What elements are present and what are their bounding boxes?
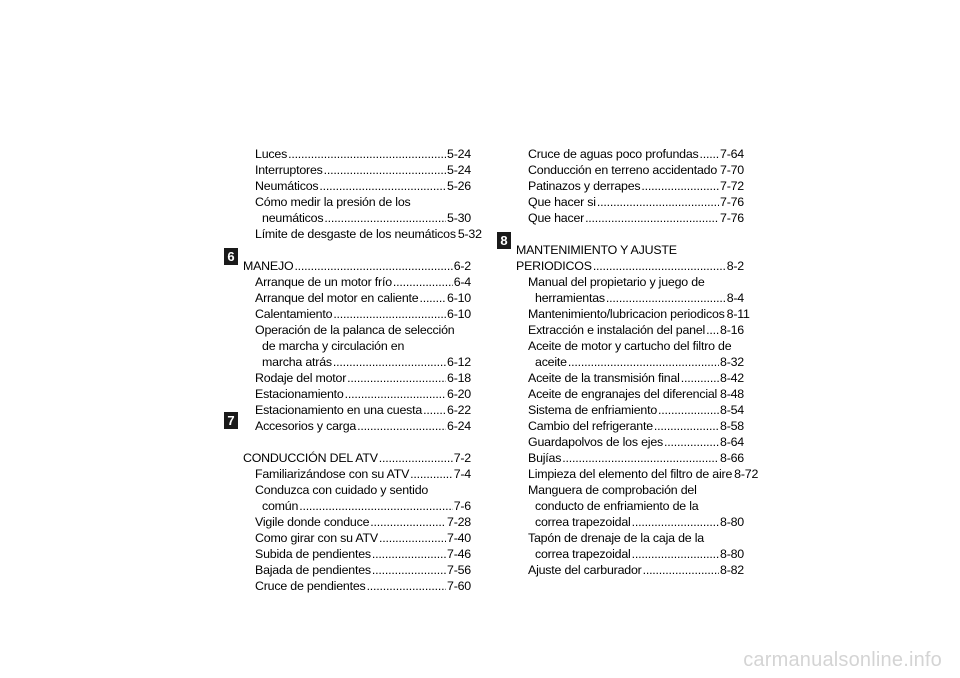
dot-leader [357, 418, 446, 434]
dot-leader [658, 402, 719, 418]
toc-entry-title: Conducción en terreno accidentado [528, 163, 718, 177]
dot-leader [324, 210, 446, 226]
toc-entry-title[interactable]: Operación de la palanca de selección [255, 323, 455, 337]
section-gap [243, 434, 471, 450]
toc-entry-title: Vigile donde conduce [255, 515, 370, 529]
toc-entry-page: 7-56 [447, 563, 471, 577]
toc-entry[interactable] [243, 306, 471, 322]
dot-leader [597, 194, 719, 210]
toc-entry-page: 6-10 [447, 291, 471, 305]
toc-entry-title: Neumáticos [255, 179, 319, 193]
dot-leader [367, 578, 446, 594]
dot-leader [288, 146, 446, 162]
toc-entry-page: 8-16 [720, 323, 744, 337]
toc-entry-title[interactable]: Tapón de drenaje de la caja de la [528, 531, 704, 545]
toc-entry-page: 8-54 [720, 403, 744, 417]
toc-entry[interactable] [516, 546, 744, 562]
toc-entry[interactable] [243, 226, 482, 242]
dot-leader [664, 434, 719, 450]
toc-right-column [516, 146, 759, 578]
dot-leader [393, 274, 453, 290]
toc-entry-page: 7-2 [453, 451, 471, 465]
toc-entry-title: Bajada de pendientes [255, 563, 371, 577]
toc-entry-title: correa trapezoidal [535, 547, 631, 561]
toc-entry-title[interactable]: conducto de enfriamiento de la [535, 499, 699, 513]
toc-entry-page: 7-76 [720, 211, 744, 225]
toc-entry-page: 5-24 [447, 147, 471, 161]
dot-leader [345, 386, 446, 402]
toc-entry-title[interactable]: Conduzca con cuidado y sentido [255, 483, 429, 497]
toc-entry-page: 6-20 [447, 387, 471, 401]
toc-entry-title: Cambio del refrigerante [528, 419, 653, 433]
toc-entry-page: 8-11 [726, 307, 750, 321]
toc-entry-page: 8-48 [720, 387, 744, 401]
toc-entry-page: 6-10 [447, 307, 471, 321]
toc-entry[interactable] [243, 498, 471, 514]
toc-entry[interactable] [243, 354, 471, 370]
toc-entry-page: 7-46 [447, 547, 471, 561]
toc-entry-title[interactable]: Manguera de comprobación del [528, 483, 697, 497]
dot-leader [419, 290, 446, 306]
toc-entry-title: Aceite de la transmisión final [528, 371, 680, 385]
dot-leader [585, 210, 719, 226]
toc-entry-page: 8-42 [720, 371, 744, 385]
toc-entry-title: Estacionamiento en una cuesta [255, 403, 423, 417]
toc-entry-title[interactable]: Manual del propietario y juego de [528, 275, 705, 289]
dot-leader [333, 306, 446, 322]
toc-entry[interactable] [516, 178, 744, 194]
toc-entry-title: Bujías [528, 451, 562, 465]
dot-leader [324, 162, 446, 178]
toc-entry-title: neumáticos [262, 211, 324, 225]
toc-entry[interactable] [516, 466, 759, 482]
toc-left-column [243, 146, 482, 594]
toc-entry-page: 7-6 [453, 499, 471, 513]
toc-entry-page: 8-2 [726, 259, 744, 273]
toc-entry[interactable] [243, 514, 471, 530]
toc-entry[interactable] [516, 322, 744, 338]
toc-entry[interactable] [243, 210, 471, 226]
toc-entry-title[interactable]: MANTENIMIENTO Y AJUSTE [516, 243, 677, 257]
toc-entry-title: Patinazos y derrapes [528, 179, 641, 193]
dot-leader [641, 178, 719, 194]
dot-leader [294, 258, 452, 274]
toc-entry-page: 5-24 [447, 163, 471, 177]
toc-entry[interactable] [516, 354, 744, 370]
dot-leader [606, 290, 726, 306]
watermark: carmanualsonline.info [743, 649, 942, 671]
toc-entry[interactable] [243, 290, 471, 306]
toc-entry-page: 8-82 [720, 563, 744, 577]
chapter-tab-7: 7 [224, 412, 238, 429]
dot-leader [372, 546, 446, 562]
dot-leader [372, 562, 446, 578]
toc-entry-page: 5-30 [447, 211, 471, 225]
toc-entry[interactable] [516, 386, 744, 402]
toc-entry-title: Estacionamiento [255, 387, 344, 401]
toc-entry-page: 7-40 [447, 531, 471, 545]
dot-leader [333, 354, 446, 370]
toc-entry[interactable] [243, 146, 471, 162]
toc-entry-page: 8-72 [734, 467, 759, 481]
dot-leader [632, 514, 719, 530]
dot-leader [370, 514, 446, 530]
dot-leader [681, 370, 719, 386]
toc-entry-page: 5-32 [457, 227, 482, 241]
toc-entry-page: 7-4 [453, 467, 471, 481]
section-gap [243, 242, 471, 258]
toc-entry[interactable] [516, 434, 744, 450]
toc-entry-title: Luces [255, 147, 288, 161]
toc-entry-page: 6-22 [447, 403, 471, 417]
toc-entry-title: aceite [535, 355, 567, 369]
toc-entry[interactable] [516, 562, 744, 578]
toc-entry-title: Rodaje del motor [255, 371, 347, 385]
dot-leader [562, 450, 719, 466]
toc-entry-title: Mantenimiento/lubricacion periodicos [528, 307, 725, 321]
toc-entry-title: Límite de desgaste de los neumáticos [255, 227, 456, 241]
chapter-tab-6: 6 [224, 248, 238, 265]
toc-entry[interactable] [243, 530, 471, 546]
toc-entry-page: 7-28 [447, 515, 471, 529]
toc-entry[interactable] [516, 258, 744, 274]
toc-entry[interactable] [516, 194, 744, 210]
toc-entry-title: Cruce de aguas poco profundas [528, 147, 699, 161]
toc-entry[interactable] [516, 162, 744, 178]
dot-leader [654, 418, 719, 434]
toc-entry-page: 7-70 [720, 163, 744, 177]
toc-entry[interactable] [516, 418, 744, 434]
toc-entry-title[interactable]: de marcha y circulación en [262, 339, 405, 353]
toc-entry-title: Arranque del motor en caliente [255, 291, 419, 305]
toc-entry-title: común [262, 499, 299, 513]
toc-entry[interactable] [243, 402, 471, 418]
toc-entry-title: Subida de pendientes [255, 547, 371, 561]
toc-entry[interactable] [243, 578, 471, 594]
toc-entry-title: Limpieza del elemento del filtro de aire [528, 467, 733, 481]
toc-entry-page: 5-26 [447, 179, 471, 193]
dot-leader [423, 402, 446, 418]
toc-entry-page: 6-24 [447, 419, 471, 433]
toc-entry-page: 6-12 [447, 355, 471, 369]
toc-entry[interactable] [516, 290, 744, 306]
toc-entry[interactable] [516, 306, 750, 322]
dot-leader [643, 562, 719, 578]
toc-entry-title: Interruptores [255, 163, 323, 177]
dot-leader [632, 546, 719, 562]
toc-entry-page: 7-60 [447, 579, 471, 593]
toc-entry-page: 8-4 [726, 291, 744, 305]
toc-entry[interactable] [516, 210, 744, 226]
toc-entry-page: 8-32 [720, 355, 744, 369]
toc-entry-title: Calentamiento [255, 307, 333, 321]
dot-leader [593, 258, 726, 274]
toc-entry-title: marcha atrás [262, 355, 332, 369]
section-gap [516, 226, 744, 242]
toc-entry[interactable] [243, 274, 471, 290]
toc-entry[interactable] [243, 418, 471, 434]
toc-entry-title: Arranque de un motor frío [255, 275, 392, 289]
toc-entry-title: Ajuste del carburador [528, 563, 642, 577]
toc-entry[interactable] [243, 466, 471, 482]
dot-leader [700, 146, 719, 162]
toc-entry-page: 7-76 [720, 195, 744, 209]
toc-entry-page: 8-80 [720, 547, 744, 561]
toc-entry[interactable] [516, 146, 744, 162]
toc-entry-title: Familiarizándose con su ATV [255, 467, 410, 481]
toc-entry-page: 8-66 [720, 451, 744, 465]
dot-leader [568, 354, 719, 370]
toc-entry[interactable] [243, 450, 471, 466]
toc-entry-page: 6-2 [453, 259, 471, 273]
dot-leader [347, 370, 446, 386]
toc-entry[interactable] [243, 162, 471, 178]
toc-entry-title: Sistema de enfriamiento [528, 403, 658, 417]
dot-leader [379, 530, 446, 546]
toc-entry-title: PERIODICOS [516, 259, 592, 273]
toc-entry-title: Accesorios y carga [255, 419, 357, 433]
toc-entry-title: Aceite de engranajes del diferencial [528, 387, 718, 401]
toc-entry[interactable] [243, 546, 471, 562]
toc-entry[interactable] [516, 370, 744, 386]
toc-entry[interactable] [243, 562, 471, 578]
toc-entry-title: CONDUCCIÓN DEL ATV [243, 451, 378, 465]
toc-entry-title: Cruce de pendientes [255, 579, 366, 593]
toc-entry[interactable] [243, 386, 471, 402]
toc-entry-page: 7-72 [720, 179, 744, 193]
toc-entry-title: Extracción e instalación del panel [528, 323, 706, 337]
toc-entry-title[interactable]: Aceite de motor y cartucho del filtro de [528, 339, 732, 353]
dot-leader [706, 322, 719, 338]
toc-entry-title[interactable]: Cómo medir la presión de los [255, 195, 411, 209]
dot-leader [718, 386, 719, 402]
toc-entry-title: herramientas [535, 291, 605, 305]
toc-entry-page: 6-18 [447, 371, 471, 385]
dot-leader [718, 162, 719, 178]
toc-entry-page: 7-64 [720, 147, 744, 161]
chapter-tab-8: 8 [497, 232, 511, 249]
toc-entry-title: Que hacer [528, 211, 585, 225]
toc-entry[interactable] [516, 514, 744, 530]
dot-leader [299, 498, 452, 514]
toc-entry[interactable] [243, 258, 471, 274]
toc-entry-title: Que hacer si [528, 195, 596, 209]
toc-entry-title: Como girar con su ATV [255, 531, 378, 545]
dot-leader [410, 466, 453, 482]
toc-entry-page: 6-4 [453, 275, 471, 289]
dot-leader [319, 178, 446, 194]
toc-entry[interactable] [243, 178, 471, 194]
toc-entry[interactable] [516, 450, 744, 466]
toc-entry-title: Guardapolvos de los ejes [528, 435, 664, 449]
dot-leader [379, 450, 453, 466]
toc-entry-page: 8-64 [720, 435, 744, 449]
toc-entry-page: 8-58 [720, 419, 744, 433]
toc-entry[interactable] [516, 402, 744, 418]
toc-entry-title: MANEJO [243, 259, 294, 273]
toc-entry-page: 8-80 [720, 515, 744, 529]
toc-entry[interactable] [243, 370, 471, 386]
toc-entry-title: correa trapezoidal [535, 515, 631, 529]
